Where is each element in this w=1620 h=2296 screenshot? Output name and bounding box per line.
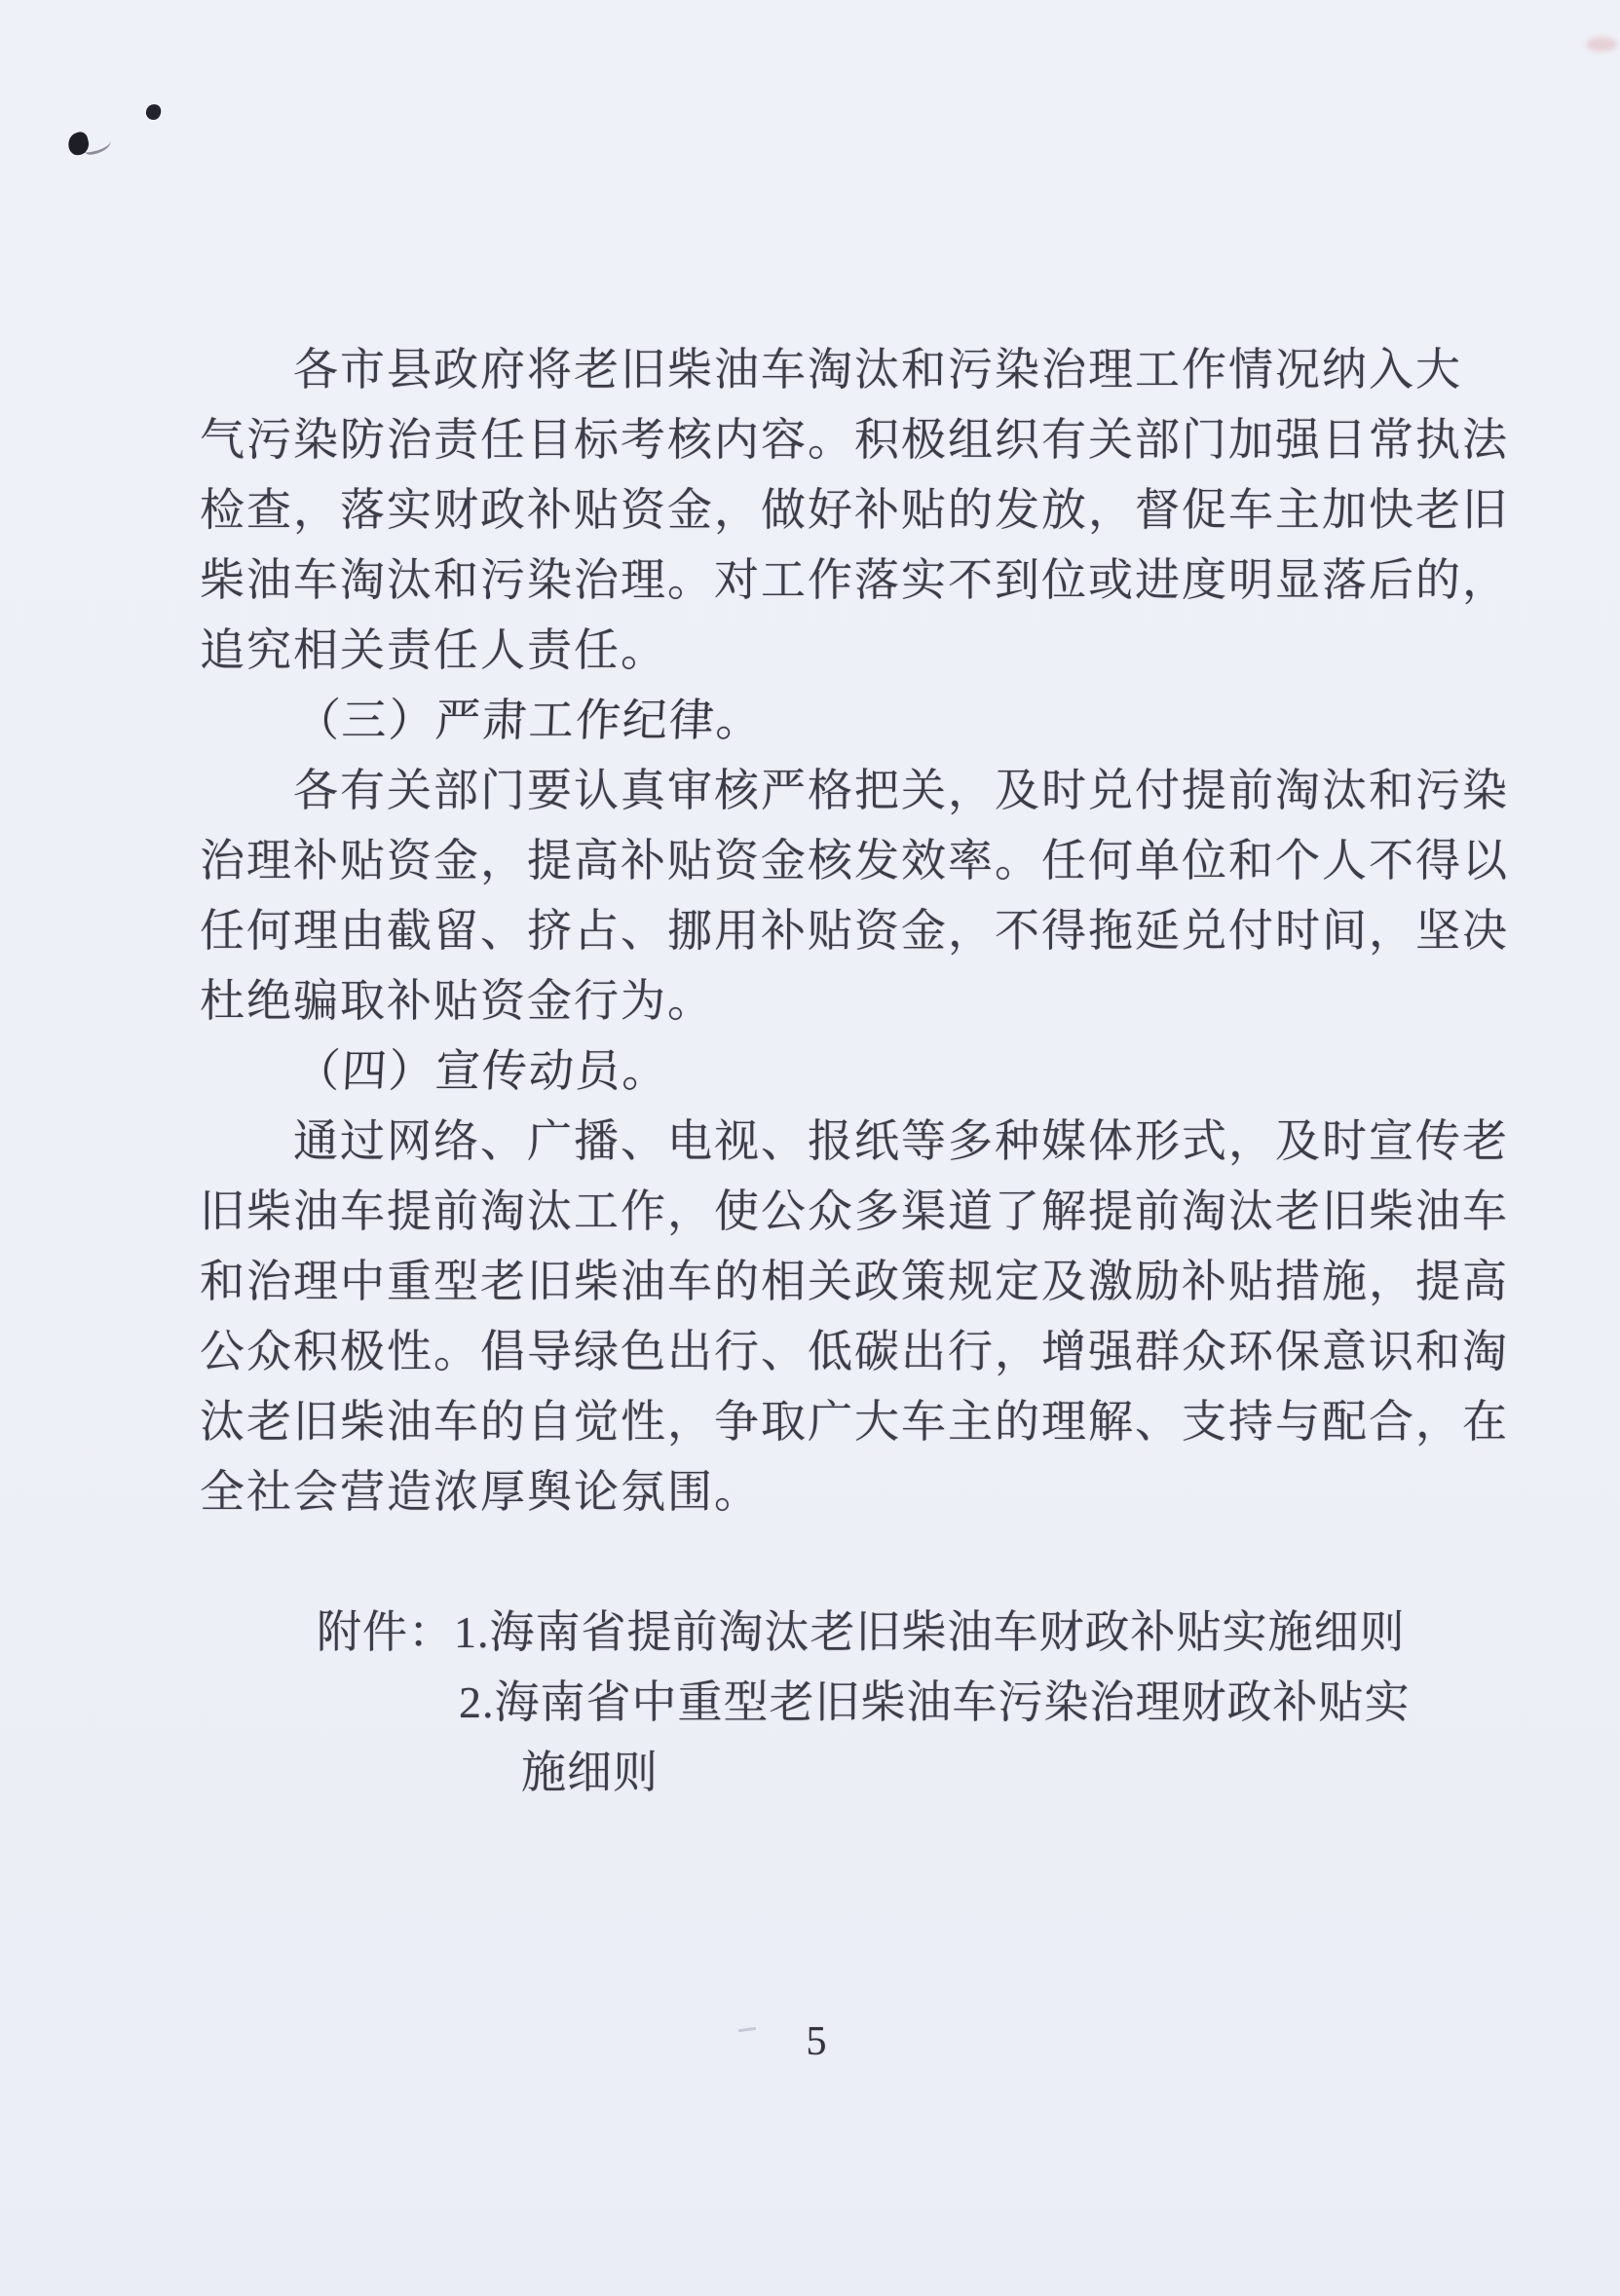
attachment-line: 2.海南省中重型老旧柴油车污染治理财政补贴实 [459,1677,1411,1727]
body-line: 和治理中重型老旧柴油车的相关政策规定及激励补贴措施，提高 [200,1257,1509,1306]
body-line: 检查，落实财政补贴资金，做好补贴的发放，督促车主加快老旧 [200,485,1509,535]
scan-smudge [1586,37,1617,52]
body-line: 各有关部门要认真审核严格把关，及时兑付提前淘汰和污染 [293,766,1509,815]
body-line: 气污染防治责任目标考核内容。积极组织有关部门加强日常执法 [200,415,1509,465]
body-line: 旧柴油车提前淘汰工作，使公众多渠道了解提前淘汰老旧柴油车 [200,1186,1509,1236]
document-text-block [200,335,1509,1808]
body-line: 追究相关责任人责任。 [200,625,667,675]
attachment-line: 施细则 [521,1748,659,1797]
body-line: 杜绝骗取补贴资金行为。 [200,976,714,1026]
body-line: 治理补贴资金，提高补贴资金核发效率。任何单位和个人不得以 [200,836,1509,885]
body-line: 通过网络、广播、电视、报纸等多种媒体形式，及时宣传老 [293,1116,1509,1166]
ink-speckle [145,103,163,122]
body-line: 汰老旧柴油车的自觉性，争取广大车主的理解、支持与配合，在 [200,1397,1509,1447]
attachment-line: 附件：1.海南省提前淘汰老旧柴油车财政补贴实施细则 [317,1607,1406,1657]
body-line: 柴油车淘汰和污染治理。对工作落实不到位或进度明显落后的， [200,555,1509,605]
scan-artifact [738,2027,756,2032]
section-heading-4: （四）宣传动员。 [293,1046,671,1096]
section-heading-3: （三）严肃工作纪律。 [293,696,765,745]
body-line: 各市县政府将老旧柴油车淘汰和污染治理工作情况纳入大 [293,345,1462,395]
body-line: 公众积极性。倡导绿色出行、低碳出行，增强群众环保意识和淘 [200,1327,1509,1376]
blank-line [200,1527,1427,1598]
body-line: 任何理由截留、挤占、挪用补贴资金，不得拖延兑付时间，坚决 [200,906,1509,956]
page-number: 5 [806,2019,827,2064]
body-line: 全社会营造浓厚舆论氛围。 [200,1467,761,1517]
ink-speckle [66,131,92,157]
